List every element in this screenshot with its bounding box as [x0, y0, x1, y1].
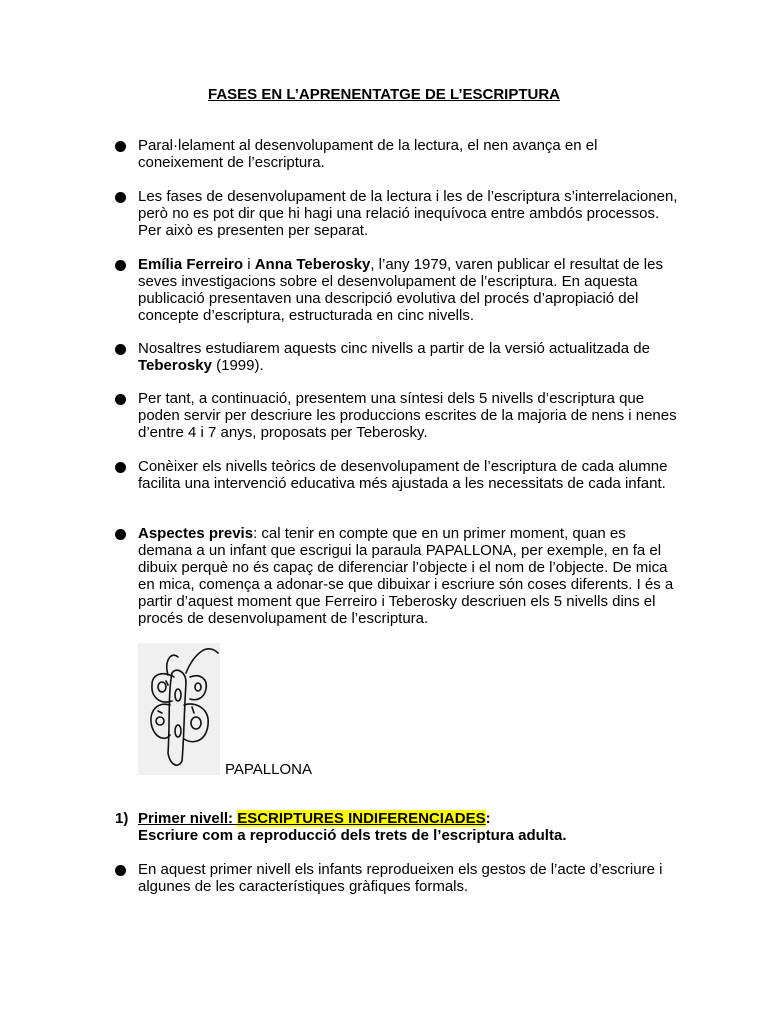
figure-caption: PAPALLONA: [225, 761, 312, 778]
paragraph-7-text: : cal tenir en compte que en un primer moment, quan es demana a un infant que escrigui la paraula PAPALLONA, per exemple, en fa el dibuix perquè no és capaç de diferenciar l’objecte i el nom de l’objecte. De mica en mica, comença a adonar-se que dibuixar i escriure són coses diferents. I és a partir d’aquest moment que Ferreiro i Teberosky descriuen els 5 nivells dins el procés de desenvolupament de l’escriptura.: [138, 525, 674, 627]
paragraph-3: [138, 256, 683, 324]
bullet-marker: [115, 865, 126, 876]
paragraph-4-tail: (1999).: [211, 357, 264, 374]
paragraph-4: [138, 340, 683, 374]
paragraph-2: Les fases de desenvolupament de la lectura i les de l’escriptura s’interrelacionen, però no es pot dir que hi hagi una relació inequívoca entre ambdós processos. Per això es presenten per separat.: [138, 188, 678, 239]
paragraph-1: Paral·lelament al desenvolupament de la lectura, el nen avança en el coneixement de l’escriptura.: [138, 137, 598, 171]
level-1-subtitle: Escriure com a reproducció dels trets de l’escriptura adulta.: [138, 827, 567, 844]
paragraph-7: [138, 525, 683, 627]
paragraph-8: En aquest primer nivell els infants reprodueixen els gestos de l’acte d’escriure i algunes de les característiques gràfiques formals.: [138, 861, 663, 895]
page-title: FASES EN L’APRENENTATGE DE L’ESCRIPTURA: [208, 86, 560, 103]
level-1-prefix: Primer nivell:: [138, 810, 238, 827]
paragraph-6: Conèixer els nivells teòrics de desenvolupament de l’escriptura de cada alumne facilita una intervenció educativa més ajustada a les necessitats de cada infant.: [138, 458, 668, 492]
level-1-highlight: ESCRIPTURES INDIFERENCIADES: [237, 810, 486, 827]
bullet-marker: [115, 462, 126, 473]
bullet-marker: [115, 529, 126, 540]
level-1-colon: :: [485, 810, 491, 827]
paragraph-4-lead: Nosaltres estudiarem aquests cinc nivells a partir de la versió actualitzada de: [138, 340, 650, 357]
level-1-heading: [138, 810, 683, 827]
bullet-marker: [115, 141, 126, 152]
bullet-marker: [115, 260, 126, 271]
butterfly-drawing: [138, 643, 220, 775]
paragraph-3-text: , l’any 1979, varen publicar el resultat de les seves investigacions sobre el desenvolupament de l’escriptura. En aquesta publicació presentaven una descripció evolutiva del procés d’apropiació del concepte d’escriptura, estructurada en cinc nivells.: [138, 256, 663, 324]
aspectes-previs-label: Aspectes previs: [138, 525, 254, 542]
author-teberosky: Anna Teberosky: [254, 256, 371, 273]
bullet-marker: [115, 192, 126, 203]
paragraph-5: Per tant, a continuació, presentem una síntesi dels 5 nivells d’escriptura que poden servir per descriure les produccions escrites de la majoria de nens i nenes d’entre 4 i 7 anys, proposats per Teberosky.: [138, 390, 677, 441]
author-teberosky: Teberosky: [138, 357, 212, 374]
author-connector: i: [243, 256, 255, 273]
author-ferreiro: Emília Ferreiro: [138, 256, 244, 273]
bullet-marker: [115, 344, 126, 355]
bullet-marker: [115, 394, 126, 405]
list-number: 1): [115, 810, 129, 827]
